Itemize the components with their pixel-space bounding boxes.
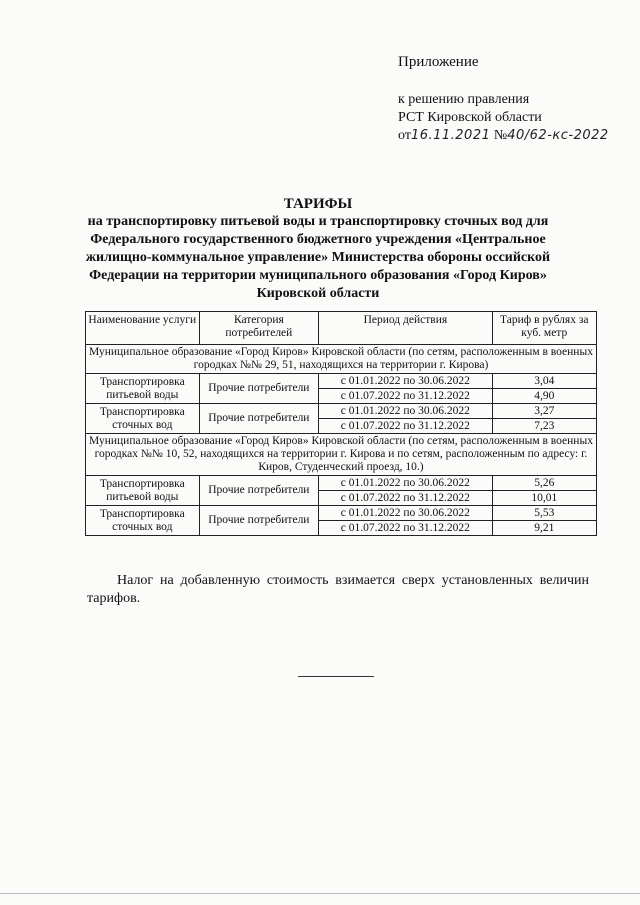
scan-bottom-edge (0, 893, 640, 894)
period-cell: с 01.01.2022 по 30.06.2022 (319, 476, 492, 491)
section-title: Муниципальное образование «Город Киров» Кировской области (по сетям, расположенным в военных городках №№ 10, 52, находящихся на территории г. Кирова и по сетям, расположенным по адресу: г. Киров, Студенческий проезд, 10.) (86, 434, 597, 476)
period-cell: с 01.07.2022 по 31.12.2022 (319, 521, 492, 536)
section-title: Муниципальное образование «Город Киров» Кировской области (по сетям, расположенным в военных городках №№ 29, 51, находящихся на территории г. Кирова) (86, 345, 597, 374)
appendix-label: Приложение (398, 54, 479, 70)
decision-date-number (398, 127, 609, 145)
decision-date: 16.11.2021 (410, 128, 491, 143)
period-cell: с 01.01.2022 по 30.06.2022 (319, 374, 492, 389)
decision-line-1: к решению правления (398, 92, 530, 107)
tariff-cell: 5,26 (492, 476, 596, 491)
tariff-cell: 9,21 (492, 521, 596, 536)
category-cell: Прочие потребители (199, 404, 319, 434)
table-row (86, 506, 597, 521)
table-header-row (86, 312, 597, 345)
tariff-cell: 10,01 (492, 491, 596, 506)
table-row (86, 404, 597, 419)
section-row (86, 345, 597, 374)
section-row (86, 434, 597, 476)
category-cell: Прочие потребители (199, 506, 319, 536)
decision-reference (398, 91, 609, 145)
period-cell: с 01.01.2022 по 30.06.2022 (319, 506, 492, 521)
header-category: Категория потребителей (199, 312, 319, 345)
decision-number: 40/62-кс-2022 (507, 128, 609, 143)
table-row (86, 374, 597, 389)
service-cell: Транспортировка сточных вод (86, 506, 200, 536)
header-tariff: Тариф в рублях за куб. метр (492, 312, 596, 345)
category-cell: Прочие потребители (199, 476, 319, 506)
header-service: Наименование услуги (86, 312, 200, 345)
period-cell: с 01.07.2022 по 31.12.2022 (319, 389, 492, 404)
title-subtitle: на транспортировку питьевой воды и транспортировку сточных вод для Федерального государственного бюджетного учреждения «Центральное жилищно-коммунальное управление» Министерства обороны оссийской Федерации на территории муниципального образования «Город Киров» Кировской области (85, 214, 551, 301)
period-cell: с 01.07.2022 по 31.12.2022 (319, 491, 492, 506)
tariff-table (85, 311, 597, 536)
decision-line-2: РСТ Кировской области (398, 110, 542, 125)
period-cell: с 01.07.2022 по 31.12.2022 (319, 419, 492, 434)
service-cell: Транспортировка сточных вод (86, 404, 200, 434)
title-main: ТАРИФЫ (283, 196, 353, 212)
tariff-cell: 5,53 (492, 506, 596, 521)
tariff-cell: 7,23 (492, 419, 596, 434)
decision-from-label: от (398, 128, 411, 143)
decision-number-label: № (493, 128, 508, 143)
closing-divider (298, 676, 374, 677)
service-cell: Транспортировка питьевой воды (86, 374, 200, 404)
header-period: Период действия (319, 312, 492, 345)
period-cell: с 01.01.2022 по 30.06.2022 (319, 404, 492, 419)
tariff-cell: 4,90 (492, 389, 596, 404)
vat-note: Налог на добавленную стоимость взимается сверх установленных величин тарифов. (87, 573, 589, 606)
tariff-cell: 3,27 (492, 404, 596, 419)
category-cell: Прочие потребители (199, 374, 319, 404)
table-row (86, 476, 597, 491)
document-title (80, 195, 556, 303)
service-cell: Транспортировка питьевой воды (86, 476, 200, 506)
tariff-cell: 3,04 (492, 374, 596, 389)
